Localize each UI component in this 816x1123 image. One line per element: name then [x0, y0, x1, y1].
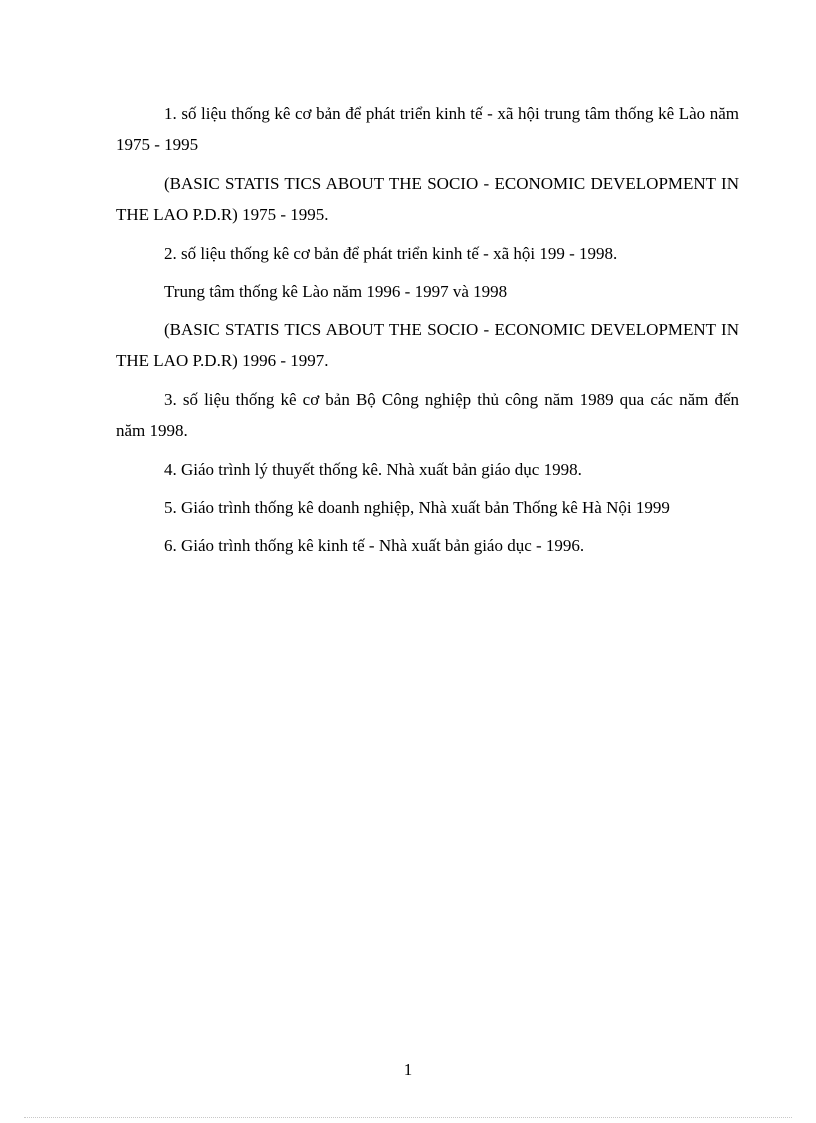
- reference-item-1-english-title: (BASIC STATIS TICS ABOUT THE SOCIO - ECONOMIC DEVELOPMENT IN THE LAO P.D.R) 1975 - 1995.: [116, 174, 739, 224]
- page-bottom-divider: [24, 1117, 792, 1118]
- reference-item-4: 4. Giáo trình lý thuyết thống kê. Nhà xuất bản giáo dục 1998.: [164, 460, 582, 479]
- reference-item-6: 6. Giáo trình thống kê kinh tế - Nhà xuất bản giáo dục - 1996.: [164, 536, 585, 555]
- reference-item-1: 1. số liệu thống kê cơ bản để phát triển kinh tế - xã hội trung tâm thống kê Lào năm 1975 - 1995: [116, 104, 739, 154]
- reference-item-2-publisher: Trung tâm thống kê Lào năm 1996 - 1997 và 1998: [164, 282, 508, 301]
- reference-item-2-english-title: (BASIC STATIS TICS ABOUT THE SOCIO - ECONOMIC DEVELOPMENT IN THE LAO P.D.R) 1996 - 1997.: [116, 320, 739, 370]
- reference-item-2: 2. số liệu thống kê cơ bản để phát triển kinh tế - xã hội 199 - 1998.: [164, 244, 618, 263]
- page-number: 1: [403, 1060, 413, 1079]
- reference-item-3: 3. số liệu thống kê cơ bản Bộ Công nghiệp thủ công năm 1989 qua các năm đến năm 1998.: [116, 390, 739, 440]
- reference-item-5: 5. Giáo trình thống kê doanh nghiệp, Nhà xuất bản Thống kê Hà Nội 1999: [164, 498, 670, 517]
- reference-list: [116, 98, 739, 568]
